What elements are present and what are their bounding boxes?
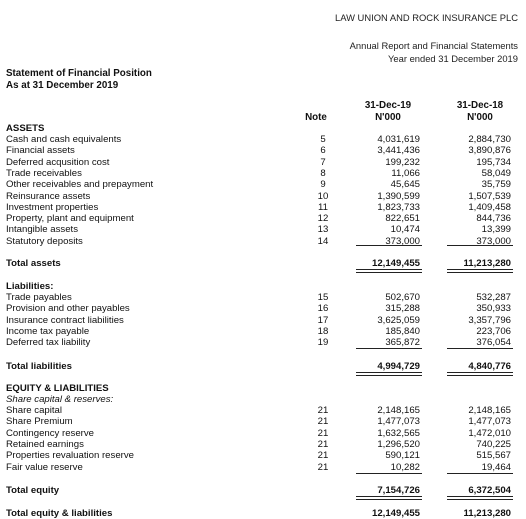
equity-subheading: Share capital & reserves: <box>6 394 114 405</box>
table-row <box>6 405 526 416</box>
note-number: 14 <box>317 235 329 247</box>
line-item-label: Reinsurance assets <box>6 190 91 202</box>
line-item-label: Intangible assets <box>6 224 78 236</box>
table-row <box>6 303 526 314</box>
value-2019: 11,066 <box>391 167 420 179</box>
line-item-label: Investment properties <box>6 201 99 213</box>
column-2019-date: 31-Dec-19 <box>364 100 412 111</box>
line-item-label: Insurance contract liabilities <box>6 314 124 326</box>
note-number: 11 <box>318 201 328 213</box>
report-title: Annual Report and Financial Statements <box>349 40 518 51</box>
statement-title: Statement of Financial Position <box>6 68 152 79</box>
table-row <box>6 428 526 439</box>
value-2018: 223,706 <box>476 325 511 337</box>
table-row <box>6 213 526 224</box>
table-row <box>6 439 526 450</box>
table-row <box>6 462 526 473</box>
value-2019: 45,645 <box>390 179 420 191</box>
table-row <box>6 134 526 145</box>
line-item-label: Trade payables <box>6 292 72 303</box>
value-2018: 1,472,010 <box>468 427 511 439</box>
value-2019: 590,121 <box>385 450 420 462</box>
assets-heading: ASSETS <box>6 123 45 134</box>
total-liabilities-row: Total liabilities 4,994,729 4,840,776 <box>6 361 511 372</box>
line-item-label: Share capital <box>6 405 62 416</box>
value-2018: 3,357,796 <box>468 314 511 326</box>
line-item-label: Provision and other payables <box>6 303 130 315</box>
company-name: LAW UNION AND ROCK INSURANCE PLC <box>334 12 518 23</box>
total-liabilities-double-rule-2018 <box>447 372 513 376</box>
note-number: 21 <box>317 416 329 428</box>
value-2019: 1,390,599 <box>377 190 420 202</box>
value-2019: 199,232 <box>385 156 420 168</box>
line-item-label: Contingency reserve <box>6 427 94 439</box>
table-row <box>6 224 526 235</box>
total-assets-row: Total assets 12,149,455 11,213,280 <box>6 258 511 269</box>
note-number: 19 <box>317 337 329 349</box>
line-item-label: Property, plant and equipment <box>6 213 134 225</box>
total-assets-double-rule-2018 <box>447 269 513 273</box>
table-row <box>6 326 526 337</box>
table-row <box>6 450 526 461</box>
table-row <box>6 202 526 213</box>
line-item-label: Properties revaluation reserve <box>6 450 134 462</box>
total-equity-double-rule-2018 <box>447 496 513 500</box>
note-number: 5 <box>320 134 326 145</box>
value-2018: 1,507,539 <box>468 190 511 202</box>
note-number: 21 <box>317 450 329 462</box>
value-2018: 350,933 <box>476 303 511 315</box>
line-item-label: Deferred tax liability <box>6 337 91 349</box>
column-2019-unit: N'000 <box>375 112 401 123</box>
value-2019: 373,000 <box>385 235 420 247</box>
value-2018: 3,890,876 <box>468 145 511 157</box>
column-2018-date: 31-Dec-18 <box>456 100 504 111</box>
table-row <box>6 179 526 190</box>
table-row <box>6 168 526 179</box>
table-row <box>6 416 526 427</box>
liabilities-subtotal-rule-2018 <box>447 348 513 349</box>
value-2018: 740,225 <box>476 438 511 450</box>
line-item-label: Cash and cash equivalents <box>6 134 122 145</box>
note-number: 7 <box>320 156 326 168</box>
value-2019: 365,872 <box>385 337 420 349</box>
statement-subtitle: As at 31 December 2019 <box>6 80 119 91</box>
value-2019: 3,625,059 <box>377 314 420 326</box>
note-number: 18 <box>317 325 329 337</box>
line-item-label: Retained earnings <box>6 438 84 450</box>
value-2019: 10,282 <box>390 461 420 473</box>
value-2018: 2,148,165 <box>468 405 511 416</box>
equity-subtotal-rule-2018 <box>447 473 513 474</box>
note-column-header: Note <box>305 112 327 123</box>
line-item-label: Financial assets <box>6 145 75 157</box>
note-number: 13 <box>317 224 329 236</box>
value-2019: 2,148,165 <box>377 405 420 416</box>
line-item-label: Other receivables and prepayment <box>6 179 154 191</box>
value-2019: 185,840 <box>385 325 420 337</box>
total-liabilities-double-rule <box>356 372 422 376</box>
note-number: 15 <box>317 292 329 303</box>
total-equity-liabilities-row: Total equity & liabilities 12,149,455 11,213,280 <box>6 508 511 519</box>
line-item-label: Share Premium <box>6 416 73 428</box>
note-number: 10 <box>317 190 329 202</box>
note-number: 21 <box>317 461 329 473</box>
value-2018: 844,736 <box>476 213 511 225</box>
line-item-label: Fair value reserve <box>6 461 83 473</box>
value-2018: 1,409,458 <box>468 201 511 213</box>
equity-heading: EQUITY & LIABILITIES <box>6 383 109 394</box>
equity-subtotal-rule <box>356 473 422 474</box>
liabilities-heading: Liabilities: <box>6 281 54 292</box>
value-2018: 373,000 <box>476 235 511 247</box>
value-2019: 1,296,520 <box>377 438 420 450</box>
value-2019: 822,651 <box>385 213 420 225</box>
line-item-label: Deferred acqusition cost <box>6 156 110 168</box>
table-row <box>6 315 526 326</box>
value-2019: 1,477,073 <box>377 416 420 428</box>
table-row <box>6 337 526 348</box>
value-2019: 1,823,733 <box>377 201 420 213</box>
table-row <box>6 191 526 202</box>
note-number: 9 <box>320 179 326 191</box>
value-2018: 35,759 <box>481 179 511 191</box>
liabilities-subtotal-rule <box>356 348 422 349</box>
value-2018: 515,567 <box>476 450 511 462</box>
note-number: 6 <box>320 145 326 157</box>
value-2019: 3,441,436 <box>377 145 420 157</box>
value-2019: 4,031,619 <box>377 134 420 145</box>
column-2018-unit: N'000 <box>467 112 493 123</box>
note-number: 17 <box>317 314 329 326</box>
note-number: 21 <box>317 405 329 416</box>
value-2019: 1,632,565 <box>377 427 420 439</box>
note-number: 16 <box>317 303 329 315</box>
table-row <box>6 145 526 156</box>
assets-subtotal-rule-2018 <box>447 245 513 246</box>
value-2018: 2,884,730 <box>468 134 511 145</box>
report-period: Year ended 31 December 2019 <box>388 53 518 64</box>
line-item-label: Statutory deposits <box>6 235 83 247</box>
table-row <box>6 292 526 303</box>
value-2019: 502,670 <box>385 292 420 303</box>
note-number: 8 <box>320 167 326 179</box>
table-row <box>6 157 526 168</box>
value-2018: 376,054 <box>476 337 511 349</box>
value-2019: 315,288 <box>385 303 420 315</box>
total-equity-row: Total equity 7,154,726 6,372,504 <box>6 485 511 496</box>
value-2018: 19,464 <box>481 461 511 473</box>
note-number: 21 <box>317 427 329 439</box>
line-item-label: Trade receivables <box>6 167 82 179</box>
value-2018: 13,399 <box>481 224 511 236</box>
value-2018: 195,734 <box>476 156 511 168</box>
total-assets-double-rule <box>356 269 422 273</box>
value-2018: 58,049 <box>481 167 511 179</box>
note-number: 21 <box>317 438 329 450</box>
assets-subtotal-rule <box>356 245 422 246</box>
value-2018: 1,477,073 <box>468 416 511 428</box>
value-2018: 532,287 <box>476 292 511 303</box>
value-2019: 10,474 <box>390 224 420 236</box>
note-number: 12 <box>317 213 329 225</box>
total-equity-double-rule <box>356 496 422 500</box>
line-item-label: Income tax payable <box>6 325 90 337</box>
